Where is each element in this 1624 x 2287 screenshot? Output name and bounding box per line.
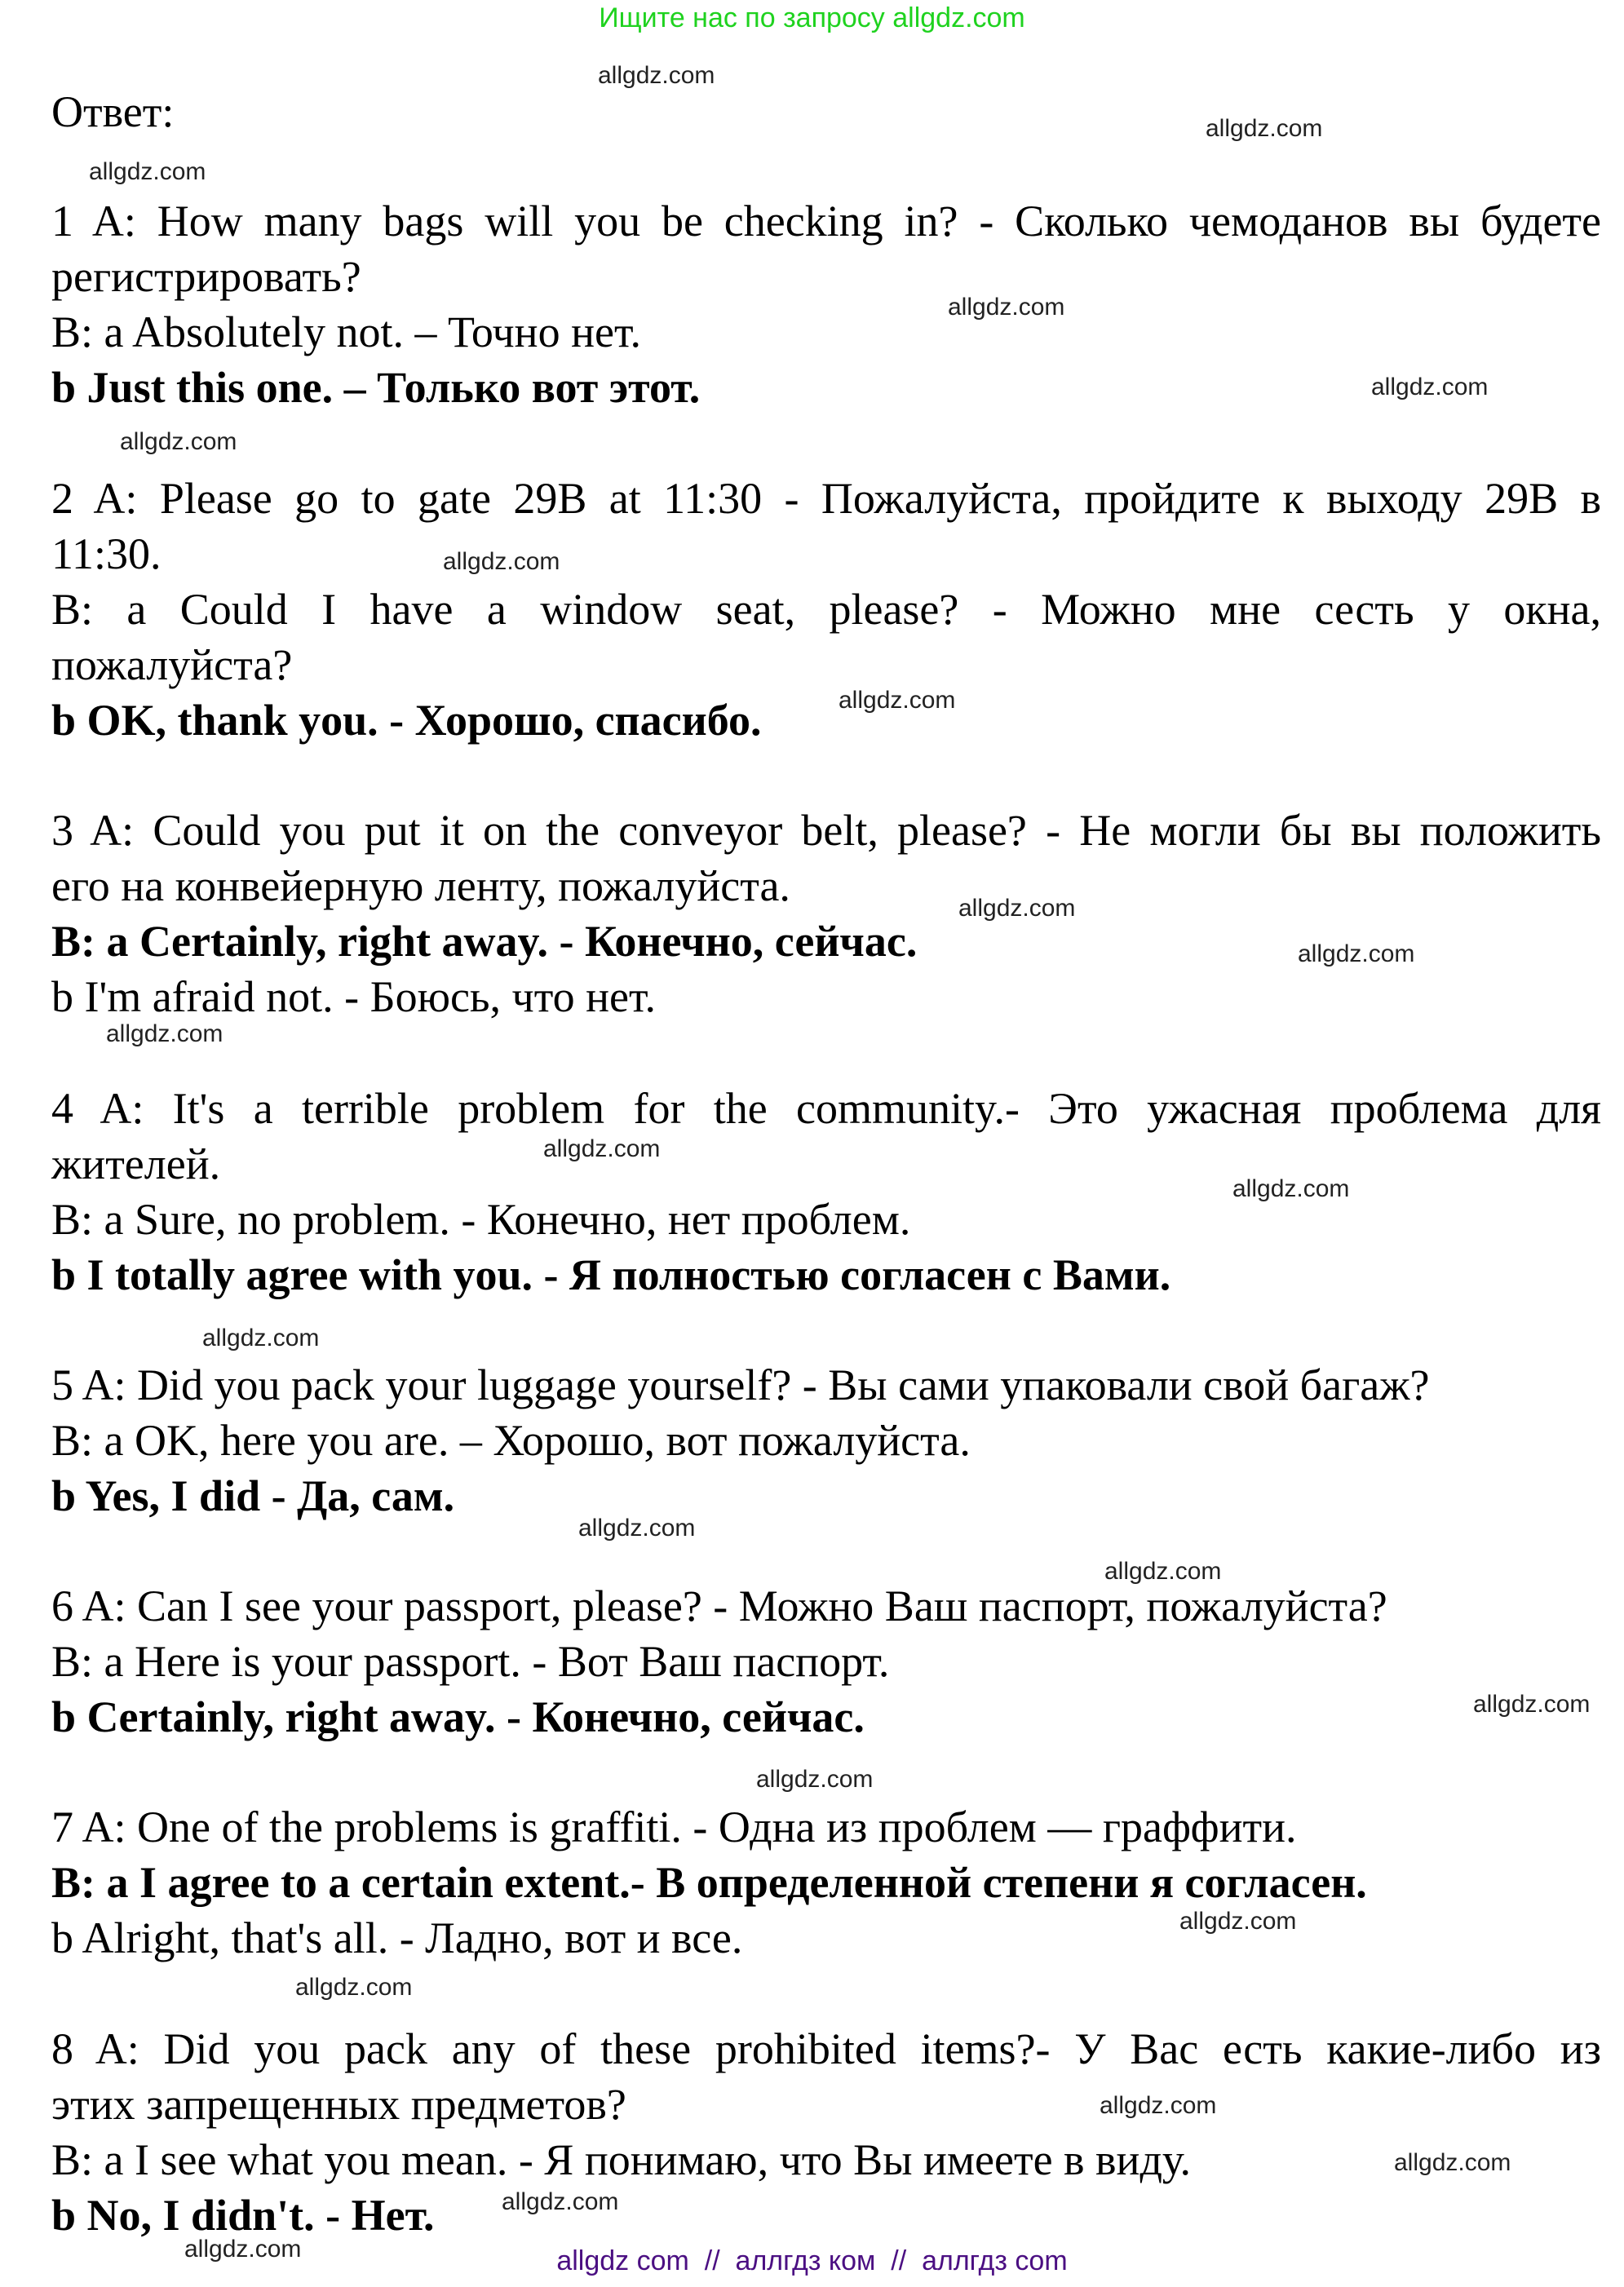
dialogue-answer-highlighted: b Certainly, right away. - Конечно, сейчас. <box>51 1692 865 1741</box>
dialogue-line: 8 A: Did you pack any of these prohibited items?- У Вас есть какие-либо из <box>51 2024 1601 2073</box>
dialogue-line: b Alright, that's all. - Ладно, вот и все. <box>51 1913 743 1962</box>
watermark-text: allgdz.com <box>598 62 715 89</box>
dialogue-line: 7 A: One of the problems is graffiti. - Одна из проблем — граффити. <box>51 1803 1297 1851</box>
watermark-text: allgdz.com <box>1473 1691 1591 1718</box>
dialogue-answer-highlighted: B: a I agree to a certain extent.- В определенной степени я согласен. <box>51 1858 1367 1907</box>
dialogue-answer-highlighted: b Yes, I did - Да, сам. <box>51 1471 455 1520</box>
watermark-text: allgdz.com <box>1232 1175 1350 1202</box>
dialogue-line: B: a OK, here you are. – Хорошо, вот пожалуйста. <box>51 1416 971 1465</box>
watermark-text: allgdz.com <box>756 1766 874 1793</box>
watermark-text: allgdz.com <box>1298 940 1415 967</box>
watermark-text: allgdz.com <box>184 2236 302 2263</box>
dialogue-8 <box>51 2021 1601 2243</box>
dialogue-line: 3 A: Could you put it on the conveyor belt, please? - Не могли бы вы положить <box>51 806 1601 855</box>
dialogue-5 <box>51 1357 1601 1524</box>
dialogue-line: пожалуйста? <box>51 640 293 689</box>
dialogue-line: жителей. <box>51 1139 221 1188</box>
watermark-text: allgdz.com <box>543 1135 661 1162</box>
dialogue-line: регистрировать? <box>51 252 361 301</box>
watermark-text: allgdz.com <box>948 294 1065 321</box>
search-promo-banner: Ищите нас по запросу allgdz.com <box>599 2 1025 33</box>
dialogue-answer-highlighted: b I totally agree with you. - Я полностью согласен с Вами. <box>51 1250 1171 1299</box>
dialogue-6 <box>51 1578 1601 1745</box>
watermark-text: allgdz.com <box>106 1020 223 1047</box>
dialogue-line: B: a Sure, no problem. - Конечно, нет проблем. <box>51 1195 911 1244</box>
watermark-text: allgdz.com <box>295 1974 413 2001</box>
watermark-text: allgdz.com <box>1104 1558 1222 1585</box>
dialogue-line: 11:30. <box>51 529 162 578</box>
watermark-text: allgdz.com <box>89 158 206 185</box>
watermark-text: allgdz.com <box>1394 2149 1511 2176</box>
watermark-text: allgdz.com <box>502 2188 619 2215</box>
watermark-text: allgdz.com <box>839 687 956 714</box>
dialogue-1 <box>51 193 1601 415</box>
dialogue-answer-highlighted: B: a Certainly, right away. - Конечно, сейчас. <box>51 917 918 966</box>
dialogue-line: 6 A: Can I see your passport, please? - Можно Ваш паспорт, пожалуйста? <box>51 1581 1387 1630</box>
dialogue-line: этих запрещенных предметов? <box>51 2080 626 2129</box>
dialogue-line: b I'm afraid not. - Боюсь, что нет. <box>51 972 656 1021</box>
dialogue-line: 1 A: How many bags will you be checking in? - Сколько чемоданов вы будете <box>51 197 1601 246</box>
watermark-text: allgdz.com <box>202 1325 320 1351</box>
dialogue-2 <box>51 471 1601 748</box>
footer-site-links: allgdz com // аллгдз ком // аллгдз com <box>556 2245 1068 2276</box>
dialogue-3 <box>51 803 1601 1024</box>
dialogue-answer-highlighted: b Just this one. – Только вот этот. <box>51 363 701 412</box>
watermark-text: allgdz.com <box>443 548 560 575</box>
watermark-text: allgdz.com <box>1206 115 1323 142</box>
watermark-text: allgdz.com <box>120 428 237 455</box>
dialogue-line: 5 A: Did you pack your luggage yourself? - Вы сами упаковали свой багаж? <box>51 1360 1430 1409</box>
dialogue-7 <box>51 1799 1601 1966</box>
dialogue-4 <box>51 1081 1601 1303</box>
watermark-text: allgdz.com <box>1179 1908 1297 1935</box>
watermark-text: allgdz.com <box>1371 374 1489 400</box>
dialogue-line: 4 A: It's a terrible problem for the community.- Это ужасная проблема для <box>51 1084 1601 1133</box>
dialogue-line: B: a Here is your passport. - Вот Ваш паспорт. <box>51 1637 890 1686</box>
watermark-text: allgdz.com <box>1100 2092 1217 2119</box>
dialogue-answer-highlighted: b OK, thank you. - Хорошо, спасибо. <box>51 696 762 745</box>
watermark-text: allgdz.com <box>958 895 1076 922</box>
dialogue-line: его на конвейерную ленту, пожалуйста. <box>51 861 790 910</box>
dialogue-line: B: a Could I have a window seat, please? - Можно мне сесть у окна, <box>51 585 1601 634</box>
dialogue-line: B: a I see what you mean. - Я понимаю, что Вы имеете в виду. <box>51 2135 1192 2184</box>
dialogue-line: B: a Absolutely not. – Точно нет. <box>51 307 641 356</box>
dialogue-answer-highlighted: b No, I didn't. - Нет. <box>51 2191 435 2240</box>
answer-heading: Ответ: <box>51 87 175 136</box>
dialogue-line: 2 A: Please go to gate 29B at 11:30 - Пожалуйста, пройдите к выходу 29B в <box>51 474 1601 523</box>
watermark-text: allgdz.com <box>578 1515 696 1542</box>
